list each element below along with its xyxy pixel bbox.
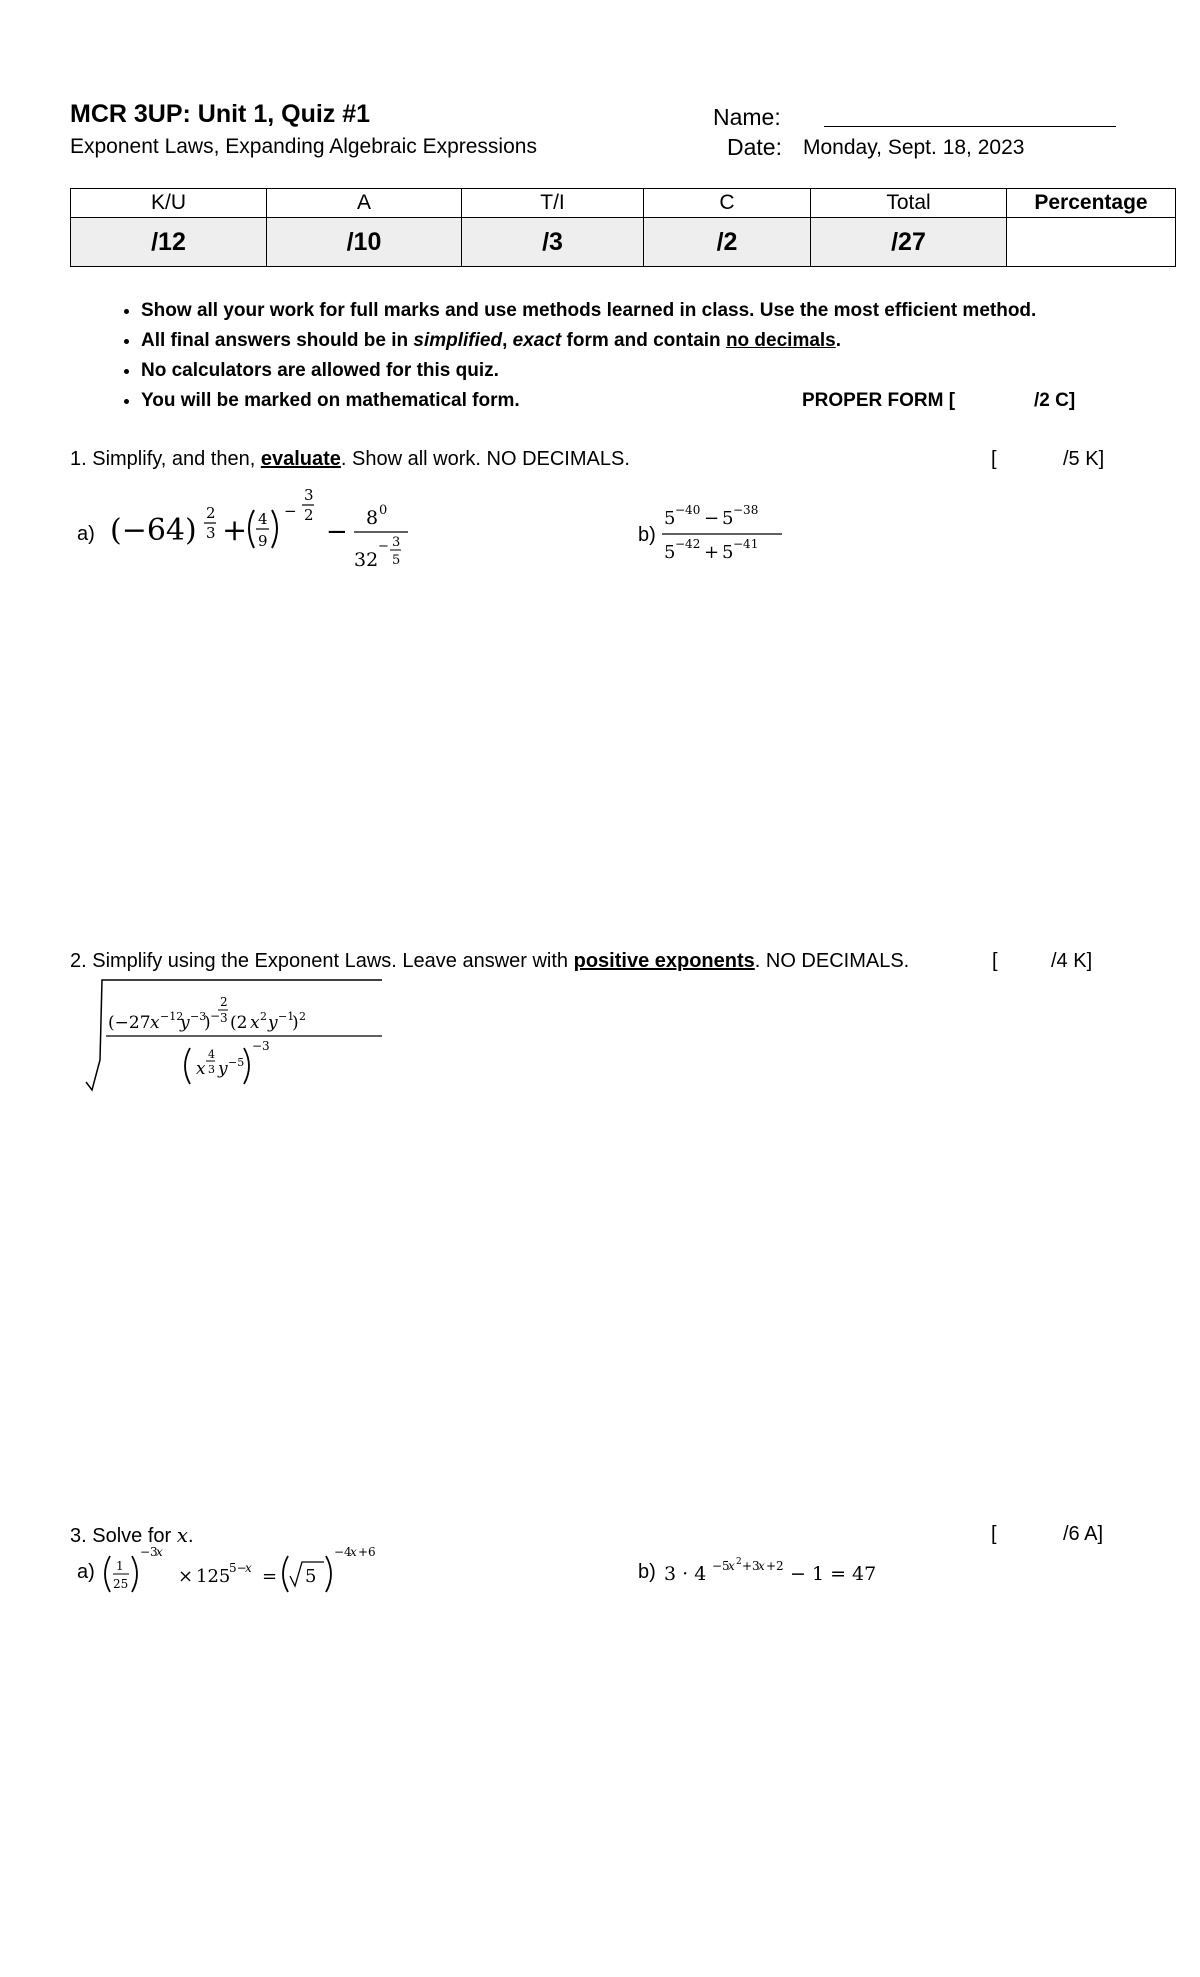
- q3a-expression: [100, 1544, 430, 1600]
- svg-text:3: 3: [304, 486, 314, 504]
- svg-text:−41: −41: [733, 537, 759, 551]
- svg-text:25: 25: [113, 1577, 129, 1591]
- svg-text:−1: −1: [278, 1010, 295, 1023]
- svg-text:4: 4: [208, 1048, 215, 1061]
- marks-table: [70, 188, 1176, 267]
- svg-text:−3: −3: [140, 1545, 158, 1559]
- svg-text:2: 2: [206, 504, 216, 522]
- svg-text:2: 2: [260, 1010, 267, 1023]
- svg-text:−: −: [284, 502, 297, 520]
- svg-text:=: =: [262, 1566, 278, 1587]
- q3-text: 3. Solve for: [70, 1525, 177, 1547]
- instruction-underline: no decimals: [725, 330, 836, 351]
- svg-text:x: x: [758, 1559, 765, 1573]
- svg-text:): ): [292, 1013, 299, 1033]
- svg-text:): ): [204, 1013, 211, 1033]
- svg-text:x: x: [196, 1059, 206, 1079]
- instruction-text: ,: [502, 330, 513, 351]
- svg-text:+: +: [704, 542, 720, 563]
- svg-text:−5: −5: [712, 1559, 730, 1573]
- svg-text:9: 9: [258, 532, 268, 550]
- marks-header-a: A: [267, 189, 462, 218]
- marks-header-total: Total: [811, 189, 1007, 218]
- svg-text:x: x: [728, 1559, 735, 1573]
- q1-emphasis: evaluate: [260, 448, 341, 470]
- svg-text:−38: −38: [733, 503, 759, 517]
- svg-text:−: −: [378, 539, 389, 554]
- svg-text:(−27: (−27: [108, 1013, 151, 1033]
- svg-text:+3: +3: [742, 1559, 760, 1573]
- q3-bracket: [: [991, 1523, 997, 1545]
- svg-text:−4: −4: [334, 1545, 352, 1559]
- svg-text:−5: −5: [228, 1056, 245, 1069]
- svg-text:2: 2: [304, 506, 314, 524]
- instruction-text: All final answers should be in: [141, 330, 414, 351]
- instruction-item: • No calculators are allowed for this quiz.: [141, 356, 1181, 386]
- marks-header-ku: K/U: [71, 189, 267, 218]
- instruction-text: form and contain: [561, 330, 726, 351]
- quiz-title: MCR 3UP: Unit 1, Quiz #1: [70, 100, 371, 128]
- svg-text:x: x: [350, 1545, 357, 1559]
- name-label: Name:: [713, 104, 781, 130]
- svg-text:−3: −3: [252, 1039, 270, 1053]
- svg-text:+6: +6: [358, 1545, 376, 1559]
- q3-text: .: [188, 1525, 194, 1547]
- svg-text:×: ×: [178, 1566, 194, 1587]
- svg-text:x: x: [150, 1013, 160, 1033]
- svg-text:− 1 = 47: − 1 = 47: [790, 1563, 877, 1585]
- q1b-label: b): [638, 524, 656, 546]
- svg-text:3: 3: [208, 1063, 215, 1076]
- svg-text:2: 2: [736, 1557, 742, 1567]
- svg-text:−12: −12: [160, 1010, 184, 1023]
- marks-value-a: /10: [267, 218, 462, 267]
- q2-text: 2. Simplify using the Exponent Laws. Leave answer with: [70, 950, 574, 972]
- q2-text: . NO DECIMALS.: [754, 950, 910, 972]
- marks-header-c: C: [644, 189, 811, 218]
- svg-text:x: x: [245, 1561, 252, 1575]
- marks-value-c: /2: [644, 218, 811, 267]
- date-label: Date:: [727, 134, 782, 160]
- svg-text:−: −: [704, 508, 720, 529]
- svg-text:y: y: [180, 1013, 190, 1033]
- svg-text:3: 3: [392, 535, 401, 550]
- marks-value-percentage[interactable]: [1007, 218, 1176, 267]
- instruction-item: [141, 326, 1181, 356]
- svg-text:125: 125: [196, 1566, 231, 1587]
- marks-value-ku: /12: [71, 218, 267, 267]
- svg-text:2: 2: [299, 1010, 306, 1023]
- svg-text:5: 5: [722, 542, 734, 563]
- svg-text:1: 1: [116, 1559, 124, 1573]
- svg-text:y: y: [218, 1059, 228, 1079]
- q1-bracket: [: [991, 448, 997, 470]
- svg-text:(2: (2: [230, 1013, 248, 1033]
- q2-prompt: [70, 950, 909, 973]
- q2-bracket: [: [992, 950, 998, 972]
- q1b-expression: [660, 500, 800, 564]
- q3a-label: a): [77, 1561, 95, 1583]
- svg-text:5−: 5−: [229, 1561, 247, 1575]
- proper-form-label: PROPER FORM [: [802, 390, 956, 411]
- quiz-subtitle: Exponent Laws, Expanding Algebraic Expressions: [70, 135, 537, 158]
- svg-text:+: +: [222, 513, 248, 548]
- q2-emphasis: positive exponents: [573, 950, 755, 972]
- q2-marks: /4 K]: [1051, 950, 1093, 972]
- marks-value-total: /27: [811, 218, 1007, 267]
- q3-marks: /6 A]: [1063, 1523, 1104, 1545]
- svg-text:5: 5: [664, 508, 676, 529]
- svg-text:2: 2: [220, 995, 228, 1009]
- marks-header-row: [71, 189, 1176, 218]
- marks-value-row: [71, 218, 1176, 267]
- svg-text:−42: −42: [675, 537, 701, 551]
- q3b-label: b): [638, 1561, 656, 1583]
- q1a-expression: [108, 484, 428, 580]
- marks-header-percentage: Percentage: [1007, 189, 1176, 218]
- instruction-emphasis: exact: [512, 330, 562, 351]
- svg-text:5: 5: [392, 553, 401, 568]
- q2-expression: [80, 978, 400, 1118]
- q3-variable: x: [176, 1523, 188, 1547]
- instruction-item: • Show all your work for full marks and use methods learned in class. Use the most efficient method.: [141, 296, 1181, 326]
- proper-form-marks: /2 C]: [1034, 390, 1076, 411]
- svg-text:−: −: [326, 517, 348, 547]
- svg-text:0: 0: [379, 503, 388, 518]
- svg-text:x: x: [250, 1013, 260, 1033]
- q1-text: 1. Simplify, and then,: [70, 448, 261, 470]
- svg-text:32: 32: [354, 549, 379, 571]
- svg-text:−3: −3: [190, 1010, 207, 1023]
- q1-prompt: [70, 448, 630, 471]
- date-value: Monday, Sept. 18, 2023: [803, 136, 1025, 159]
- instruction-item: • You will be marked on mathematical form.: [141, 386, 1181, 416]
- svg-text:8: 8: [366, 507, 379, 529]
- svg-text:5: 5: [305, 1566, 317, 1587]
- q1a-label: a): [77, 523, 95, 545]
- svg-text:+2: +2: [766, 1559, 784, 1573]
- svg-text:3: 3: [206, 524, 216, 542]
- svg-text:5: 5: [722, 508, 734, 529]
- q1-marks: /5 K]: [1063, 448, 1105, 470]
- svg-text:−40: −40: [675, 503, 701, 517]
- svg-text:−: −: [210, 1009, 221, 1023]
- marks-header-ti: T/I: [462, 189, 644, 218]
- marks-value-ti: /3: [462, 218, 644, 267]
- q3b-expression: [662, 1548, 922, 1588]
- svg-text:x: x: [156, 1545, 163, 1559]
- instructions-list: [105, 296, 1181, 416]
- svg-text:y: y: [268, 1013, 278, 1033]
- svg-text:3 · 4: 3 · 4: [664, 1563, 707, 1585]
- svg-text:5: 5: [664, 542, 676, 563]
- svg-text:4: 4: [258, 510, 268, 528]
- name-line[interactable]: [824, 126, 1116, 127]
- instruction-emphasis: simplified: [413, 330, 503, 351]
- svg-text:(−64): (−64): [110, 513, 197, 548]
- svg-text:3: 3: [220, 1011, 228, 1025]
- instruction-text: .: [835, 330, 842, 351]
- q1-text: . Show all work. NO DECIMALS.: [340, 448, 630, 470]
